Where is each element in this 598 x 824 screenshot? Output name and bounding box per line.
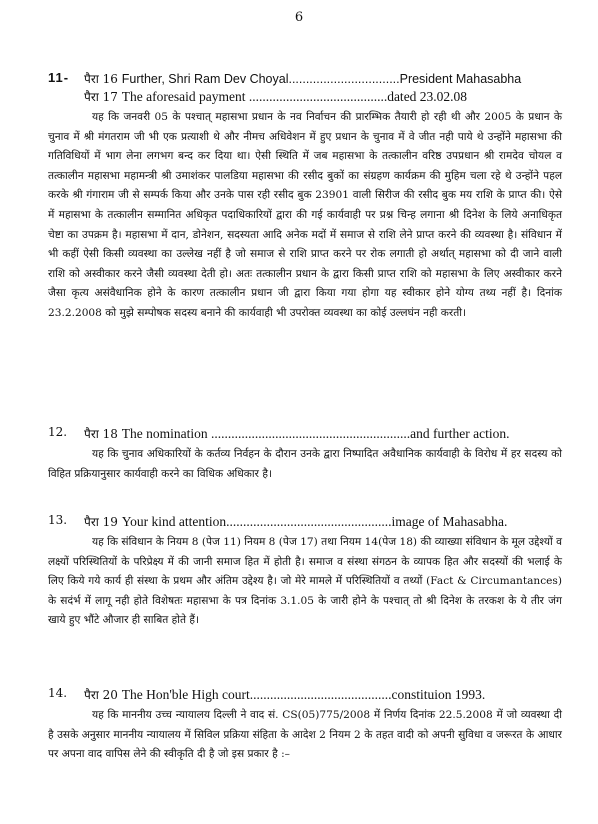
section-body: यह कि माननीय उच्च न्यायालय दिल्ली ने वाद सं. CS(05)775/2008 में निर्णय दिनांक 22.5.2008 में जो व्यवस्था दी है उसके अनुसार माननीय न्यायालय में सिविल प्रक्रिया संहिता के आदेश 2 नियम 2 के तहत वादी को अपनी सुविधा व जरूरत के आधार पर अपना वाद वापिस लेने की स्वीकृति दी है जो इस प्रकार है :– (48, 709, 562, 761)
section-11 (48, 70, 562, 324)
section-number: 13. (48, 513, 68, 527)
para-reference (84, 70, 521, 87)
section-14 (48, 686, 562, 765)
para-reference (84, 425, 509, 442)
section-12 (48, 425, 562, 484)
section-heading (48, 425, 562, 443)
section-number: 12. (48, 425, 68, 439)
section-heading (48, 513, 562, 531)
section-heading (48, 70, 562, 88)
para-label: पैरा 18 (84, 427, 118, 441)
para-excerpt: Your kind attention.................................................image of Mahasabha. (121, 514, 508, 529)
section-number: 14. (48, 686, 68, 700)
para-reference (84, 513, 507, 530)
page-number: 6 (294, 10, 304, 25)
sub-para-excerpt: The aforesaid payment .........................................dated 23.02.08 (121, 89, 468, 104)
section-number: 11- (48, 70, 70, 85)
section-heading (48, 686, 562, 704)
para-label: पैरा 20 (84, 688, 118, 702)
para-reference (84, 686, 485, 703)
para-excerpt: Further, Shri Ram Dev Choyal................................President Mahasabha (121, 72, 522, 86)
section-body: यह कि संविधान के नियम 8 (पेज 11) नियम 8 (पेज 17) तथा नियम 14(पेज 18) की व्याख्या संविधान के मूल उद्देश्यों व लक्ष्यों परिस्थितियों के परिप्रेक्ष्य में की जानी समाज हित में होती है। समाज व संस्था संगठन के व्यापक हित और सदस्यों की भलाई के लिए किये गये कार्य ही संस्था के प्रथम और अंतिम उद्देश्य है। जो मेरे मामले में परिस्थितियों व तथ्यों (Fact & Circumantances) के सदंर्भ में लागू नही होते विशेषतः महासभा के पत्र दिनांक 3.1.05 के जारी होने के पश्चात् तो श्री दिनेश के तरकश के ये तीर जंग खाये हुए भौंटे औजार ही साबित होते हैं। (48, 536, 562, 627)
section-13 (48, 513, 562, 631)
para-excerpt: The nomination ...........................................................and further action. (121, 426, 510, 441)
para-excerpt: The Hon'ble High court..........................................constituion 1993. (121, 687, 486, 702)
para-label: पैरा 16 (84, 72, 118, 86)
section-body: यह कि चुनाव अधिकारियों के कर्तव्य निर्वहन के दौरान उनके द्वारा निष्पादित अवैधानिक कार्यवाही के विरोध में हर सदस्य को विहित प्रक्रियानुसार कार्यवाही करने का विधिक अधिकार है। (48, 448, 562, 480)
para-label: पैरा 19 (84, 515, 118, 529)
section-body: यह कि जनवरी 05 के पश्चात् महासभा प्रधान के नव निर्वाचन की प्रारम्भिक तैयारी हो रही थी और 2005 के प्रधान के चुनाव में श्री मंगतराम जी भी एक प्रत्याशी थे और नीमच अधिवेशन में हुए प्रधान के चुनाव में वे जीत नही पाये थे उन्होंने महासभा की गतिविधियों में भाग लेना लगभग बन्द कर दिया था। ऐसी स्थिति में जब महासभा के तत्कालीन वरिष्ठ उपप्रधान श्री रामदेव चोयल व तत्कालीन महासभा महामन्त्री श्री उमाशंकर पालडिया महासभा की रसीद बुकों का संग्रहण कार्यक्रम की मुहिम चला रहे थे उन्होंने पहल करके श्री गंगाराम जी से सम्पर्क किया और उनके पास रही रसीद बुक 23901 वाली सिरीज की रसीद बुक मय राशि के प्राप्त की। ऐसे में महासभा के तत्कालीन सम्मानित अधिकृत पदाधिकारियों द्वारा की गई कार्यवाही पर प्रश्न चिन्ह लगाना श्री दिनेश के लिये अनाधिकृत चेष्टा का उपक्रम है। महासभा में दान, डोनेशन, सदस्यता आदि अनेक मदों में समाज से राशि लेने प्राप्त करने की व्यवस्था है। संविधान में भी कहीं ऐसी किसी व्यवस्था का उल्लेख नहीं है जो समाज से राशि प्राप्त करने पर रोक लगाती हो अर्थात् महासभा को दी जाने वाली राशि को अस्वीकार करने जैसी व्यवस्था देती हो। अतः तत्कालीन प्रधान के द्वारा किसी प्राप्त राशि को महासभा के लिए अस्वीकार करने जैसा कृत्य असंवैधानिक होने के कारण तत्कालीन प्रधान जी द्वारा किया गया होगा यह स्वीकार होने योग्य तथ्य नहीं है। दिनांक 23.2.2008 को मुझे सम्पोषक सदस्य बनाने की कार्यवाही भी उपरोक्त व्यवस्था का कोई उल्लघंन नही करती। (48, 111, 562, 319)
sub-para-reference (84, 88, 598, 106)
sub-para-label: पैरा 17 (84, 90, 118, 104)
